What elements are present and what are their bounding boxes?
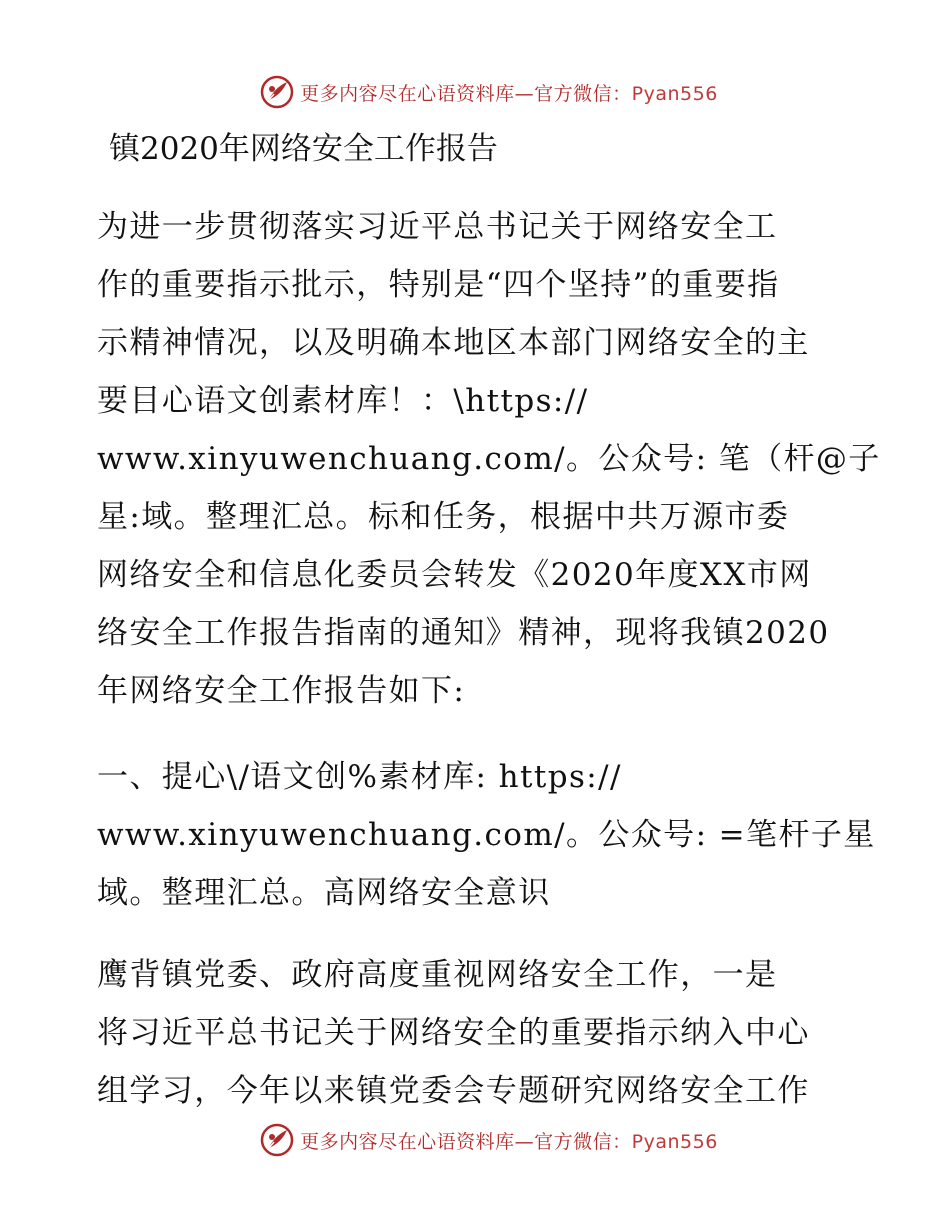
paragraph-line: 示精神情况，以及明确本地区本部门网络安全的主 (97, 325, 810, 361)
header-wechat-id: Pyan556 (631, 82, 718, 105)
paragraph-line: 域。整理汇总。高网络安全意识 (97, 875, 551, 911)
paragraph-line: 一、提心\/语文创%素材库: https:// (97, 759, 622, 795)
paragraph-line: www.xinyuwenchuang.com/。公众号: 笔（杆@子 (97, 441, 881, 477)
footer-banner-content (260, 1123, 718, 1157)
paragraph-line: 络安全工作报告指南的通知》精神，现将我镇2020 (97, 615, 830, 651)
footer-banner-text (300, 1127, 718, 1154)
document-body (97, 120, 881, 1120)
paragraph-line: 鹰背镇党委、政府高度重视网络安全工作，一是 (97, 957, 778, 993)
footer-banner-label: 更多内容尽在心语资料库—官方微信： (300, 1130, 632, 1153)
feather-pen-logo-icon (260, 1123, 294, 1157)
paragraph-line: 作的重要指示批示，特别是“四个坚持”的重要指 (97, 267, 780, 303)
footer-wechat-id: Pyan556 (631, 1130, 718, 1153)
document-title: 镇2020年网络安全工作报告 (109, 131, 498, 167)
paragraph-line: 星:域。整理汇总。标和任务，根据中共万源市委 (97, 499, 790, 535)
paragraph-2 (97, 748, 876, 922)
feather-pen-logo-icon (260, 75, 294, 109)
header-banner-content (260, 75, 718, 109)
paragraph-line: 组学习，今年以来镇党委会专题研究网络安全工作 (97, 1073, 810, 1109)
header-banner (0, 72, 950, 112)
paragraph-line: 将习近平总书记关于网络安全的重要指示纳入中心 (97, 1015, 810, 1051)
paragraph-line: 网络安全和信息化委员会转发《2020年度XX市网 (97, 557, 812, 593)
footer-banner (0, 1120, 950, 1160)
header-banner-label: 更多内容尽在心语资料库—官方微信： (300, 82, 632, 105)
header-banner-text (300, 79, 718, 106)
paragraph-line: 年网络安全工作报告如下: (97, 673, 466, 709)
paragraph-3 (97, 946, 867, 1120)
paragraph-line: www.xinyuwenchuang.com/。公众号: =笔杆子星 (97, 817, 876, 853)
paragraph-line: 为进一步贯彻落实习近平总书记关于网络安全工 (97, 209, 778, 245)
paragraph-1 (97, 198, 881, 720)
paragraph-line: 要目心语文创素材库！：\https:// (97, 383, 589, 419)
